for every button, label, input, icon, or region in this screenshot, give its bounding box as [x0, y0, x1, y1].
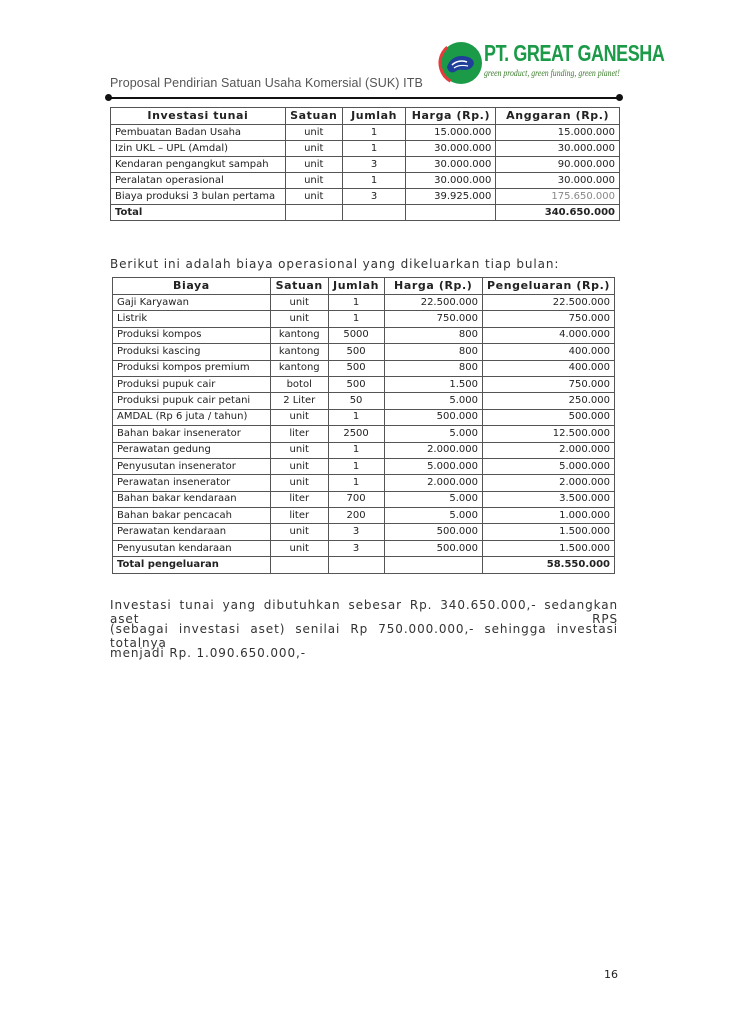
- cell-price: 2.000.000: [384, 442, 482, 458]
- table-row: [113, 409, 615, 425]
- table-row: [113, 540, 615, 556]
- cell-item: AMDAL (Rp 6 juta / tahun): [113, 409, 271, 425]
- cell-quantity: 3: [328, 540, 384, 556]
- cell-expense: 400.000: [482, 360, 614, 376]
- table-row: [113, 508, 615, 524]
- cell-price: 30.000.000: [406, 141, 496, 157]
- cell-quantity: 2500: [328, 426, 384, 442]
- cell-price: 800: [384, 344, 482, 360]
- cell-item: Izin UKL – UPL (Amdal): [111, 141, 286, 157]
- table-row: [113, 360, 615, 376]
- cell-unit: unit: [270, 295, 328, 311]
- column-header: Harga (Rp.): [406, 108, 496, 125]
- conclusion-line-3: menjadi Rp. 1.090.650.000,-: [110, 646, 306, 660]
- cell-price: 5.000: [384, 491, 482, 507]
- cell-unit: kantong: [270, 360, 328, 376]
- cell-quantity: 50: [328, 393, 384, 409]
- cell-quantity: 3: [342, 157, 406, 173]
- cell-unit: unit: [285, 157, 342, 173]
- cell-item: Bahan bakar insenerator: [113, 426, 271, 442]
- cell-item: Bahan bakar kendaraan: [113, 491, 271, 507]
- conclusion-line-1: Investasi tunai yang dibutuhkan sebesar Rp. 340.650.000,- sedangkan aset RPS: [110, 598, 618, 626]
- table-total-row: [111, 205, 620, 221]
- column-header: Pengeluaran (Rp.): [482, 278, 614, 295]
- cell-unit: unit: [270, 311, 328, 327]
- divider-left-dot: [105, 94, 112, 101]
- cell-budget: 175.650.000: [496, 189, 620, 205]
- cell-price: 800: [384, 327, 482, 343]
- cell-unit: unit: [285, 189, 342, 205]
- cell-price: 800: [384, 360, 482, 376]
- cell-quantity: 1: [328, 442, 384, 458]
- cell-expense: 400.000: [482, 344, 614, 360]
- cell-budget: 15.000.000: [496, 125, 620, 141]
- table-row: [111, 157, 620, 173]
- cell-expense: 3.500.000: [482, 491, 614, 507]
- table-header-row: [111, 108, 620, 125]
- cell-quantity: 500: [328, 360, 384, 376]
- cell-expense: 500.000: [482, 409, 614, 425]
- cell-price: 1.500: [384, 376, 482, 392]
- table-row: [113, 426, 615, 442]
- intro-paragraph: Berikut ini adalah biaya operasional yang dikeluarkan tiap bulan:: [110, 257, 560, 271]
- cell-quantity: 1: [328, 409, 384, 425]
- total-label: Total pengeluaran: [113, 557, 271, 573]
- cell-budget: 90.000.000: [496, 157, 620, 173]
- cell-price: 500.000: [384, 524, 482, 540]
- table-header-row: [113, 278, 615, 295]
- cell-price: 15.000.000: [406, 125, 496, 141]
- cell-unit: unit: [285, 125, 342, 141]
- cell-quantity: 1: [342, 141, 406, 157]
- cell-price: 5.000: [384, 426, 482, 442]
- cell-expense: 1.000.000: [482, 508, 614, 524]
- table-row: [113, 442, 615, 458]
- logo-company-name: PT. GREAT GANESHA: [484, 40, 665, 66]
- table-row: [113, 475, 615, 491]
- cell-item: Kendaran pengangkut sampah: [111, 157, 286, 173]
- cell-item: Produksi pupuk cair petani: [113, 393, 271, 409]
- cell-price: 500.000: [384, 409, 482, 425]
- table-row: [113, 491, 615, 507]
- header-divider: [108, 97, 620, 99]
- cell-expense: 750.000: [482, 376, 614, 392]
- cell-unit: unit: [270, 524, 328, 540]
- cell-quantity: 1: [328, 311, 384, 327]
- table-row: [113, 458, 615, 474]
- table-row: [111, 125, 620, 141]
- cell-item: Produksi kascing: [113, 344, 271, 360]
- cell-expense: 750.000: [482, 311, 614, 327]
- table-row: [111, 189, 620, 205]
- cell-item: Produksi kompos: [113, 327, 271, 343]
- cell-price: 22.500.000: [384, 295, 482, 311]
- cell-expense: 12.500.000: [482, 426, 614, 442]
- divider-right-dot: [616, 94, 623, 101]
- cell-item: Bahan bakar pencacah: [113, 508, 271, 524]
- table-row: [111, 173, 620, 189]
- table-row: [113, 344, 615, 360]
- cell-quantity: 1: [328, 458, 384, 474]
- table-row: [113, 393, 615, 409]
- conclusion-line-2: (sebagai investasi aset) senilai Rp 750.000.000,- sehingga investasi totalnya: [110, 622, 618, 650]
- cell-price: 5.000.000: [384, 458, 482, 474]
- cell-expense: 5.000.000: [482, 458, 614, 474]
- cell-item: Perawatan gedung: [113, 442, 271, 458]
- document-header-title: Proposal Pendirian Satuan Usaha Komersial (SUK) ITB: [110, 76, 423, 90]
- column-header: Anggaran (Rp.): [496, 108, 620, 125]
- cell-quantity: 1: [342, 125, 406, 141]
- cell-unit: unit: [270, 540, 328, 556]
- cell-item: Listrik: [113, 311, 271, 327]
- cell-unit: kantong: [270, 327, 328, 343]
- cell-quantity: 500: [328, 344, 384, 360]
- column-header: Jumlah: [328, 278, 384, 295]
- globe-icon: [438, 40, 486, 86]
- cell-price: 39.925.000: [406, 189, 496, 205]
- cell-unit: 2 Liter: [270, 393, 328, 409]
- cell-quantity: 3: [342, 189, 406, 205]
- cell-quantity: 5000: [328, 327, 384, 343]
- cash-investment-table: [110, 107, 620, 221]
- cell-item: Pembuatan Badan Usaha: [111, 125, 286, 141]
- cell-expense: 4.000.000: [482, 327, 614, 343]
- column-header: Satuan: [285, 108, 342, 125]
- cell-expense: 22.500.000: [482, 295, 614, 311]
- cell-unit: liter: [270, 508, 328, 524]
- cell-item: Gaji Karyawan: [113, 295, 271, 311]
- cell-expense: 2.000.000: [482, 442, 614, 458]
- cell-price: 5.000: [384, 393, 482, 409]
- operational-cost-table: [112, 277, 615, 574]
- cell-budget: 30.000.000: [496, 173, 620, 189]
- cell-unit: unit: [270, 458, 328, 474]
- cell-unit: unit: [270, 475, 328, 491]
- cell-price: 750.000: [384, 311, 482, 327]
- cell-item: Produksi pupuk cair: [113, 376, 271, 392]
- cell-item: Penyusutan insenerator: [113, 458, 271, 474]
- total-label: Total: [111, 205, 286, 221]
- cell-expense: 2.000.000: [482, 475, 614, 491]
- cell-unit: unit: [285, 141, 342, 157]
- cell-item: Peralatan operasional: [111, 173, 286, 189]
- cell-budget: 30.000.000: [496, 141, 620, 157]
- cell-price: 2.000.000: [384, 475, 482, 491]
- cell-quantity: 1: [342, 173, 406, 189]
- cell-price: 5.000: [384, 508, 482, 524]
- cell-unit: botol: [270, 376, 328, 392]
- table-row: [111, 141, 620, 157]
- cell-expense: 1.500.000: [482, 524, 614, 540]
- cell-item: Biaya produksi 3 bulan pertama: [111, 189, 286, 205]
- cell-quantity: 3: [328, 524, 384, 540]
- table-row: [113, 327, 615, 343]
- cell-unit: liter: [270, 426, 328, 442]
- cell-quantity: 1: [328, 475, 384, 491]
- cell-unit: liter: [270, 491, 328, 507]
- cell-quantity: 700: [328, 491, 384, 507]
- cell-expense: 250.000: [482, 393, 614, 409]
- cell-expense: 1.500.000: [482, 540, 614, 556]
- total-value: 58.550.000: [482, 557, 614, 573]
- cell-item: Penyusutan kendaraan: [113, 540, 271, 556]
- cell-unit: unit: [285, 173, 342, 189]
- cell-quantity: 1: [328, 295, 384, 311]
- cell-unit: unit: [270, 409, 328, 425]
- column-header: Investasi tunai: [111, 108, 286, 125]
- cell-price: 30.000.000: [406, 157, 496, 173]
- table-row: [113, 524, 615, 540]
- column-header: Jumlah: [342, 108, 406, 125]
- cell-quantity: 200: [328, 508, 384, 524]
- cell-quantity: 500: [328, 376, 384, 392]
- column-header: Biaya: [113, 278, 271, 295]
- table-row: [113, 295, 615, 311]
- cell-unit: unit: [270, 442, 328, 458]
- column-header: Harga (Rp.): [384, 278, 482, 295]
- table-total-row: [113, 557, 615, 573]
- cell-price: 30.000.000: [406, 173, 496, 189]
- cell-item: Produksi kompos premium: [113, 360, 271, 376]
- cell-item: Perawatan kendaraan: [113, 524, 271, 540]
- total-value: 340.650.000: [496, 205, 620, 221]
- cell-price: 500.000: [384, 540, 482, 556]
- table-row: [113, 311, 615, 327]
- logo-tagline: green product, green funding, green planet!: [484, 69, 620, 79]
- table-row: [113, 376, 615, 392]
- page-number: 16: [604, 968, 618, 981]
- cell-unit: kantong: [270, 344, 328, 360]
- cell-item: Perawatan insenerator: [113, 475, 271, 491]
- column-header: Satuan: [270, 278, 328, 295]
